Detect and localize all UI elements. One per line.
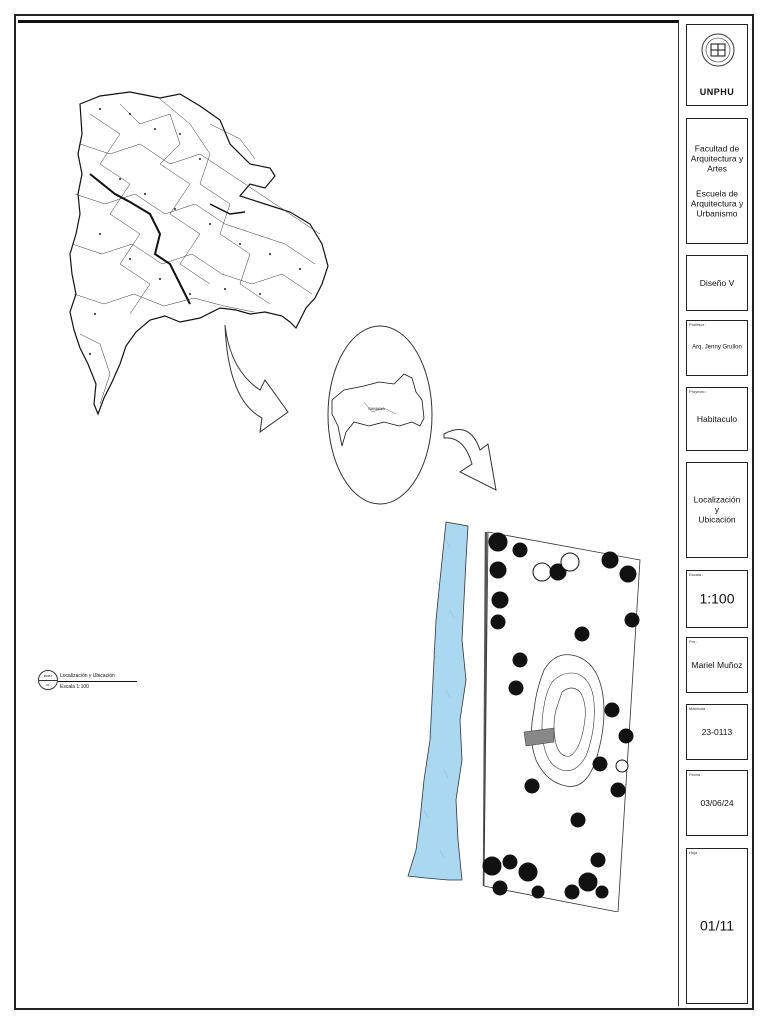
caption-title: Localización y Ubicación bbox=[60, 673, 115, 679]
site-plan bbox=[406, 520, 650, 912]
project-text: Habitaculo bbox=[696, 413, 738, 424]
author-label: Por : bbox=[689, 639, 698, 644]
scale-box bbox=[686, 570, 748, 628]
faculty-box bbox=[686, 118, 748, 244]
author-text: Mariel Muñoz bbox=[691, 659, 743, 670]
sheet-title-line3: Ubicación bbox=[698, 515, 736, 526]
course-text: Diseño V bbox=[699, 277, 735, 288]
course-box bbox=[686, 255, 748, 311]
caption-underline bbox=[58, 681, 137, 682]
id-label: Matricula : bbox=[689, 706, 708, 711]
sheet-title-line1: Localización bbox=[693, 494, 741, 505]
sheet-label: Hoja : bbox=[689, 850, 700, 855]
arrow-icon bbox=[440, 420, 504, 496]
id-text: 23-0113 bbox=[701, 726, 733, 737]
sheet-number: 01/11 bbox=[700, 917, 734, 934]
faculty-text: Facultad de Arquitectura y Artes bbox=[690, 143, 744, 174]
professor-box bbox=[686, 320, 748, 376]
region-detail-circle bbox=[324, 322, 436, 508]
school-text: Escuela de Arquitectura y Urbanismo bbox=[690, 188, 744, 219]
region-label: SAMANA bbox=[368, 406, 385, 411]
scale-label: Escala : bbox=[689, 572, 704, 577]
id-box bbox=[686, 704, 748, 760]
author-box bbox=[686, 637, 748, 693]
sheet-title-line2: y bbox=[714, 504, 720, 515]
project-label: Proyecto : bbox=[689, 389, 708, 394]
project-box bbox=[686, 387, 748, 451]
date-label: Fecha : bbox=[689, 772, 703, 777]
caption-symbol bbox=[38, 670, 58, 690]
professor-text: Arq. Jenny Grullon bbox=[692, 344, 742, 351]
sheet-title-box bbox=[686, 462, 748, 558]
logo-box bbox=[686, 24, 748, 106]
scale-text: 1:100 bbox=[699, 590, 735, 607]
caption-scale: Escala 1:100 bbox=[60, 684, 89, 690]
caption-symbol-bottom: 01 bbox=[46, 683, 50, 687]
sheet-box bbox=[686, 848, 748, 1004]
date-text: 03/06/24 bbox=[700, 797, 734, 808]
university-seal-icon bbox=[701, 33, 735, 67]
professor-label: Profesor : bbox=[689, 322, 707, 327]
date-box bbox=[686, 770, 748, 836]
caption-symbol-top: MDBT bbox=[43, 674, 53, 678]
arrow-icon bbox=[220, 320, 300, 440]
logo-text: UNPHU bbox=[699, 87, 735, 97]
